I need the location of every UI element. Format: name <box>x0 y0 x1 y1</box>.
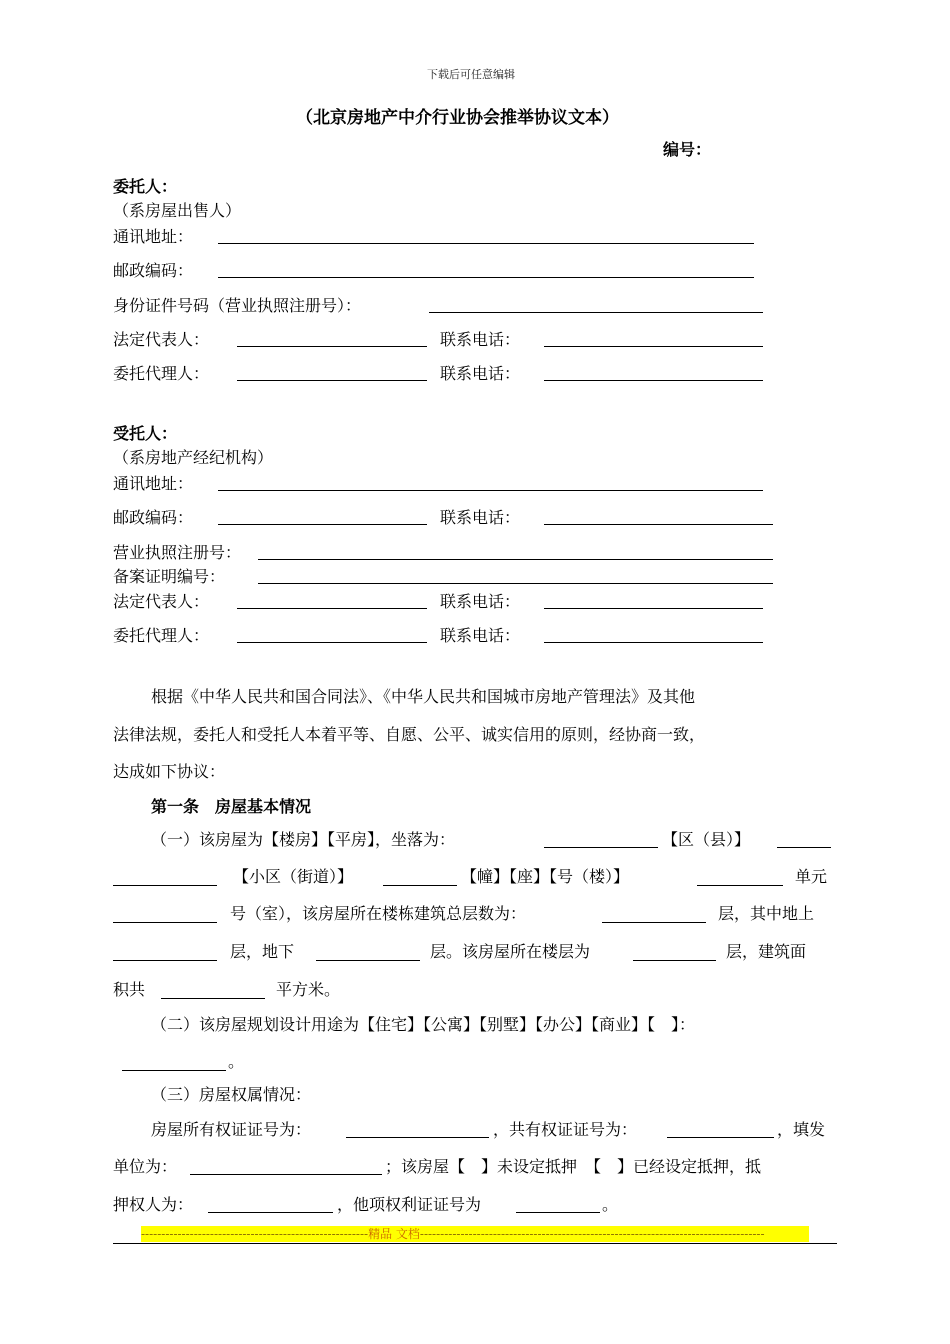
agent-legal-rep-field[interactable] <box>237 608 427 609</box>
district-field-cont[interactable] <box>113 885 217 886</box>
article-1-p5-a: 单位为： <box>113 1157 178 1176</box>
agent-phone-field-2[interactable] <box>544 642 763 643</box>
principal-phone-field-1[interactable] <box>544 346 763 347</box>
article-1-p2-a: （二）该房屋规划设计用途为【住宅】【公寓】【别墅】【办公】【商业】【 】： <box>151 1015 696 1034</box>
agent-phone-label-2: 联系电话： <box>440 626 521 645</box>
footer-highlight-bar <box>141 1226 809 1242</box>
agent-license-label: 营业执照注册号： <box>113 543 242 562</box>
principal-id-field[interactable] <box>429 312 763 313</box>
agent-postcode-field[interactable] <box>218 524 427 525</box>
article-1-p1-h: 层，地下 <box>230 942 295 961</box>
article-1-p1-b: 【区（县）】 <box>662 830 751 849</box>
article-1-p4-a: 房屋所有权证证号为： <box>151 1120 312 1139</box>
number-label: 编号： <box>663 140 712 159</box>
district-field[interactable] <box>777 847 831 848</box>
agent-phone-label-1: 联系电话： <box>440 592 521 611</box>
document-title: （北京房地产中介行业协会推举协议文本） <box>296 108 619 128</box>
intro-line-1: 根据《中华人民共和国合同法》、《中华人民共和国城市房地产管理法》及其他 <box>151 687 696 706</box>
article-1-heading: 第一条 房屋基本情况 <box>151 797 312 816</box>
principal-role: （系房屋出售人） <box>113 201 242 220</box>
agent-postcode-label: 邮政编码： <box>113 508 194 527</box>
usage-field[interactable] <box>122 1070 226 1071</box>
community-field[interactable] <box>383 885 457 886</box>
mortgagee-field[interactable] <box>208 1212 333 1213</box>
ownership-cert-field[interactable] <box>346 1137 489 1138</box>
agent-heading: 受托人： <box>113 424 178 443</box>
agent-phone-field-1[interactable] <box>544 608 763 609</box>
footer-dashes-left: -------------------------------------------------------- <box>141 1227 369 1241</box>
area-field[interactable] <box>161 998 265 999</box>
principal-address-field[interactable] <box>218 243 754 244</box>
article-1-p4-b: ，共有权证证号为： <box>493 1120 638 1139</box>
article-1-p4-c: ，填发 <box>777 1120 826 1139</box>
article-1-p1-d: 【幢】【座】【号（楼）】 <box>461 867 630 886</box>
issuing-unit-field[interactable] <box>190 1174 382 1175</box>
article-1-p1-k: 积共 <box>113 980 146 999</box>
floor-level-field[interactable] <box>633 960 716 961</box>
principal-postcode-field[interactable] <box>218 277 754 278</box>
floors-above-field[interactable] <box>113 960 217 961</box>
unit-field[interactable] <box>113 922 217 923</box>
article-1-p6-b: ，他项权利证证号为 <box>337 1195 482 1214</box>
intro-line-2: 法律法规，委托人和受托人本着平等、自愿、公平、诚实信用的原则，经协商一致， <box>113 725 706 744</box>
download-note: 下载后可任意编辑 <box>427 68 515 81</box>
building-field[interactable] <box>697 885 783 886</box>
principal-phone-label-1: 联系电话： <box>440 330 521 349</box>
location-field[interactable] <box>544 847 658 848</box>
article-1-p6-c: 。 <box>602 1195 619 1214</box>
intro-line-3: 达成如下协议： <box>113 762 226 781</box>
agent-agent-label: 委托代理人： <box>113 626 210 645</box>
article-1-p1-i: 层。该房屋所在楼层为 <box>430 942 591 961</box>
principal-agent-field[interactable] <box>237 380 427 381</box>
other-rights-cert-field[interactable] <box>516 1212 600 1213</box>
principal-address-label: 通讯地址： <box>113 227 194 246</box>
footer-dashes-right: ------------------------------------------------------------------------------------- <box>419 1227 765 1241</box>
footer-text: 精品 文档 <box>368 1227 420 1241</box>
article-1-p5-b: ；该房屋【 】未设定抵押 【 】已经设定抵押，抵 <box>385 1157 762 1176</box>
principal-legal-rep-label: 法定代表人： <box>113 330 210 349</box>
principal-phone-field-2[interactable] <box>544 380 763 381</box>
agent-license-field[interactable] <box>258 559 773 560</box>
article-1-p1-c: 【小区（街道）】 <box>233 867 354 886</box>
agent-role: （系房地产经纪机构） <box>113 448 274 467</box>
principal-heading: 委托人： <box>113 177 178 196</box>
article-1-p1-f: 号（室），该房屋所在楼栋建筑总层数为： <box>230 904 527 923</box>
article-1-p2-b: 。 <box>228 1052 245 1071</box>
article-1-p1-j: 层，建筑面 <box>726 942 807 961</box>
principal-agent-label: 委托代理人： <box>113 364 210 383</box>
floors-below-field[interactable] <box>316 960 420 961</box>
agent-record-field[interactable] <box>258 583 773 584</box>
agent-phone-field-0[interactable] <box>544 524 773 525</box>
co-ownership-cert-field[interactable] <box>667 1137 774 1138</box>
agent-phone-label-0: 联系电话： <box>440 508 521 527</box>
article-1-p1-l: 平方米。 <box>276 980 341 999</box>
agent-address-field[interactable] <box>218 490 763 491</box>
article-1-p1-a: （一）该房屋为【楼房】【平房】，坐落为： <box>151 830 456 849</box>
article-1-p3: （三）房屋权属情况： <box>151 1085 312 1104</box>
article-1-p1-g: 层，其中地上 <box>718 904 815 923</box>
agent-legal-rep-label: 法定代表人： <box>113 592 210 611</box>
principal-legal-rep-field[interactable] <box>237 346 427 347</box>
article-1-p6-a: 押权人为： <box>113 1195 194 1214</box>
footer-rule <box>113 1243 837 1244</box>
agent-agent-field[interactable] <box>237 642 427 643</box>
principal-postcode-label: 邮政编码： <box>113 261 194 280</box>
principal-id-label: 身份证件号码（营业执照注册号）： <box>113 296 362 315</box>
principal-phone-label-2: 联系电话： <box>440 364 521 383</box>
article-1-p1-e: 单元 <box>795 867 828 886</box>
total-floors-field[interactable] <box>602 922 706 923</box>
agent-address-label: 通讯地址： <box>113 474 194 493</box>
agent-record-label: 备案证明编号： <box>113 567 226 586</box>
